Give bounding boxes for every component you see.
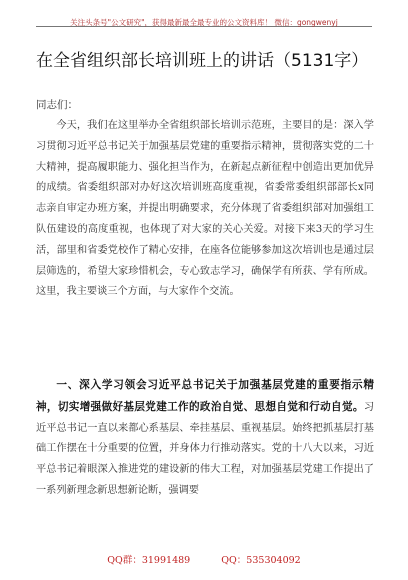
- header-banner: [36, 10, 372, 27]
- body-paragraph-1: 今天，我们在这里举办全省组织部长培训示范班，主要目的是：深入学习贯彻习近平总书记关于加强基层党建的重要指示精神，贯彻落实党的二十大精神，提高履职能力、强化担当作为，在新起点新征程中创造出更加优异的成绩。省委组织部对办好这次培训班高度重视，省委常委组织部部长x同志亲自审定办班方案，并提出明确要求，充分体现了省委组织部对加强组工队伍建设的高度重视，也体现了对大家的关心关爱。对接下来3天的学习生活，部里和省委党校作了精心安排，在座各位能够参加这次培训也是通过层层筛选的，希望大家珍惜机会，专心致志学习，确保学有所获、学有所成。这里，我主要谈三个方面，与大家作个交流。: [36, 120, 374, 298]
- footer-qq: QQ：535304092: [221, 555, 301, 566]
- footer-contact: [0, 552, 408, 566]
- document-title: 在全省组织部长培训班上的讲话（5131字）: [36, 51, 369, 71]
- salutation: 同志们：: [36, 99, 78, 111]
- header-banner-text: 关注头条号"公文研究"，获得最新最全最专业的公文资料库！ 微信：gongwenyj: [70, 18, 338, 27]
- section-1-text: 习近平总书记一直以来都心系基层、牵挂基层、重视基层。始终把抓基层打基础工作摆在十分重要的位置，并身体力行推动落实。党的十八大以来，习近平总书记着眼深入推进党的建设新的伟大工程，对加强基层党建工作提出了一系列新理念新思想新论断，强调要: [36, 401, 374, 496]
- section-1-heading: 一、深入学习领会习近平总书记关于加强基层党建的重要指示精神，切实增强做好基层党建工作的政治自觉、思想自觉和行动自觉。: [36, 379, 374, 413]
- footer-qq-group: QQ群：31991489: [107, 555, 191, 566]
- section-1-paragraph: [36, 375, 374, 502]
